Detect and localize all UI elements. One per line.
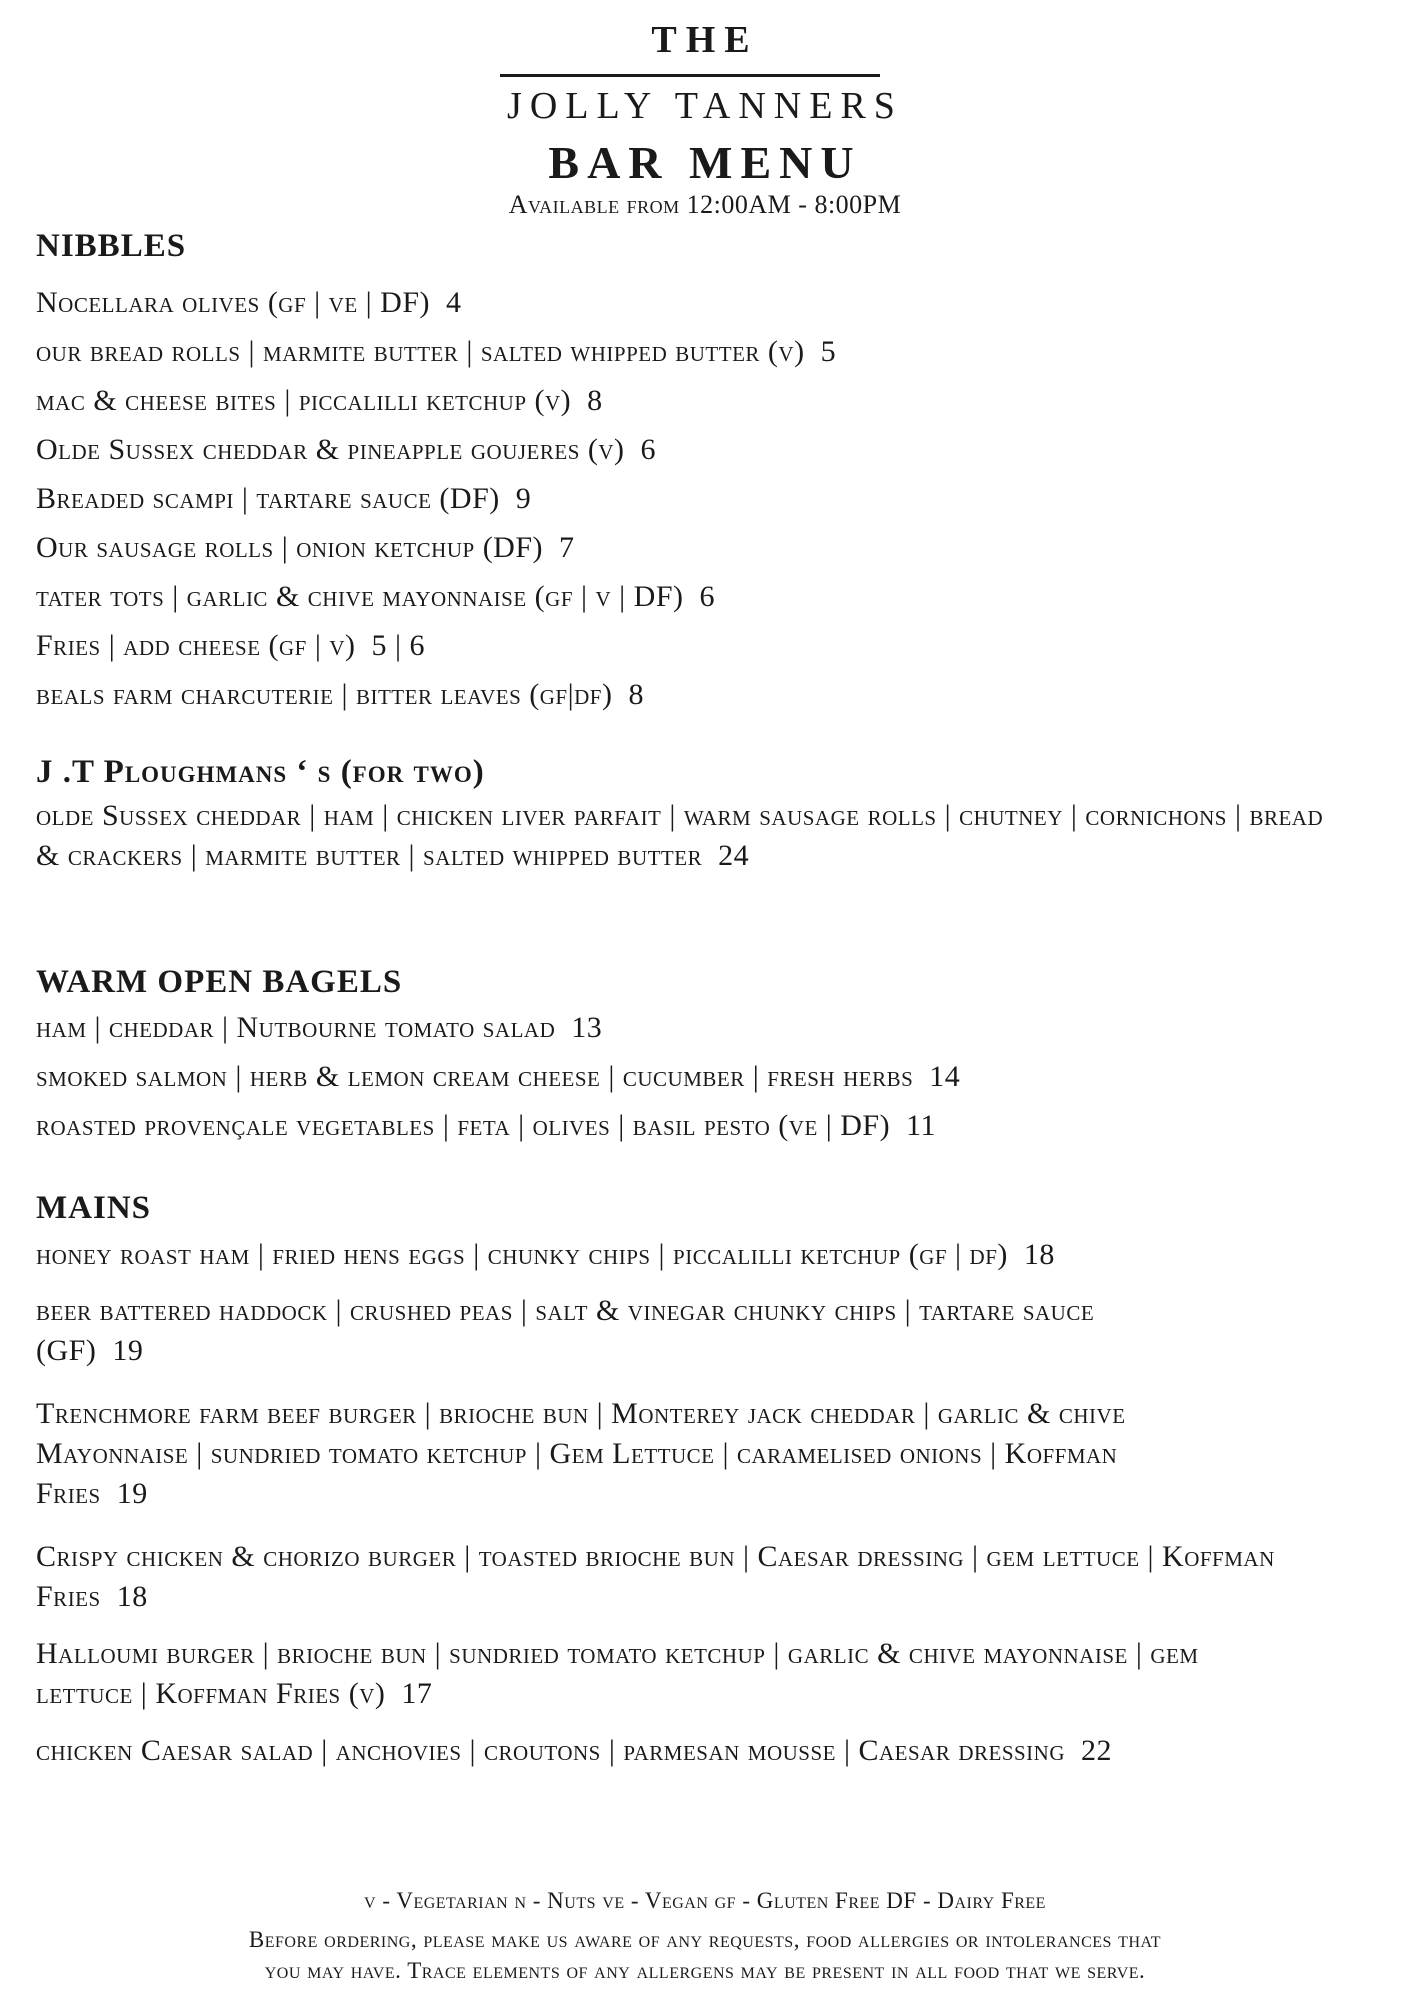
item-price: 19 <box>116 1477 148 1510</box>
item-price: 11 <box>906 1109 937 1142</box>
item-price: 14 <box>929 1060 961 1093</box>
menu-item <box>36 381 1346 421</box>
menu-item <box>36 1537 1286 1617</box>
item-price: 19 <box>112 1334 144 1367</box>
menu-item <box>36 1634 1296 1714</box>
item-price: 4 <box>446 286 462 319</box>
venue-name: JOLLY TANNERS <box>507 85 903 127</box>
item-description: chicken Caesar salad | anchovies | croutons | parmesan mousse | Caesar dressing <box>36 1734 1066 1767</box>
item-description: tater tots | garlic & chive mayonnaise (gf | v | DF) <box>36 580 684 613</box>
header-divider <box>500 74 880 77</box>
menu-title: BAR MENU <box>548 137 862 188</box>
item-description: Halloumi burger | brioche bun | sundried tomato ketchup | garlic & chive mayonnaise | gem lettuce | Koffman Fries (v) <box>36 1637 1199 1710</box>
item-price: 24 <box>718 839 750 872</box>
section-title-mains: MAINS <box>36 1190 152 1226</box>
menu-item <box>36 1057 1346 1097</box>
item-description: Breaded scampi | tartare sauce (DF) <box>36 482 500 515</box>
menu-item <box>36 1394 1226 1514</box>
item-price: 6 <box>640 433 657 466</box>
menu-item <box>36 1235 1346 1275</box>
item-description: honey roast ham | fried hens eggs | chunky chips | piccalilli ketchup (gf | df) <box>36 1238 1008 1271</box>
item-description: Nocellara olives (gf | ve | DF) <box>36 286 430 319</box>
item-description: Crispy chicken & chorizo burger | toasted brioche bun | Caesar dressing | gem lettuce | Koffman Fries <box>36 1540 1275 1613</box>
menu-item <box>36 675 1346 715</box>
menu-item <box>36 332 1346 372</box>
menu-item <box>36 1008 1346 1048</box>
item-price: 22 <box>1081 1734 1113 1767</box>
section-title-ploughmans: J .T Ploughmans ‘ s (for two) <box>36 754 485 790</box>
menu-item <box>36 528 1346 568</box>
menu-item <box>36 1106 1346 1146</box>
dietary-legend: v - Vegetarian n - Nuts ve - Vegan gf - Gluten Free DF - Dairy Free <box>364 1888 1046 1913</box>
item-price: 9 <box>515 482 532 515</box>
menu-item <box>36 577 1346 617</box>
item-price: 6 <box>699 580 716 613</box>
item-description: beer battered haddock | crushed peas | salt & vinegar chunky chips | tartare sauce (GF) <box>36 1294 1095 1367</box>
item-price: 8 <box>628 678 644 711</box>
item-price: 5 | 6 <box>371 629 426 662</box>
allergy-notice-line-1: Before ordering, please make us aware of any requests, food allergies or intolerances that <box>248 1927 1162 1952</box>
item-price: 7 <box>559 531 575 564</box>
allergy-notice-line-2: you may have. Trace elements of any allergens may be present in all food that we serve. <box>264 1958 1146 1983</box>
item-description: Trenchmore farm beef burger | brioche bun | Monterey jack cheddar | garlic & chive Mayonnaise | sundried tomato ketchup | Gem Lettuce | caramelised onions | Koffman Fries <box>36 1397 1126 1510</box>
item-description: Olde Sussex cheddar & pineapple goujeres (v) <box>36 433 625 466</box>
item-description: smoked salmon | herb & lemon cream cheese | cucumber | fresh herbs <box>36 1060 914 1093</box>
menu-item <box>36 796 1346 876</box>
item-description: Fries | add cheese (gf | v) <box>36 629 356 662</box>
item-price: 17 <box>401 1677 433 1710</box>
menu-item <box>36 1291 1196 1371</box>
menu-item <box>36 626 1346 666</box>
availability-hours: Available from 12:00AM - 8:00PM <box>508 190 902 219</box>
item-price: 5 <box>820 335 837 368</box>
section-title-bagels: WARM OPEN BAGELS <box>36 964 403 1000</box>
item-description: ham | cheddar | Nutbourne tomato salad <box>36 1011 556 1044</box>
menu-item <box>36 283 1346 323</box>
item-description: beals farm charcuterie | bitter leaves (gf|df) <box>36 678 613 711</box>
item-description: mac & cheese bites | piccalilli ketchup (v) <box>36 384 572 417</box>
item-description: Our sausage rolls | onion ketchup (DF) <box>36 531 544 564</box>
item-price: 13 <box>571 1011 603 1044</box>
menu-item <box>36 1731 1276 1771</box>
item-description: roasted provençale vegetables | feta | olives | basil pesto (ve | DF) <box>36 1109 891 1142</box>
header-the: THE <box>651 19 759 61</box>
item-description: olde Sussex cheddar | ham | chicken liver parfait | warm sausage rolls | chutney | cornichons | bread & crackers | marmite butter | salted whipped butter <box>36 799 1324 872</box>
menu-item <box>36 479 1346 519</box>
menu-item <box>36 430 1346 470</box>
item-price: 18 <box>1023 1238 1055 1271</box>
item-price: 18 <box>116 1580 148 1613</box>
section-title-nibbles: NIBBLES <box>36 228 187 264</box>
item-price: 8 <box>587 384 603 417</box>
item-description: our bread rolls | marmite butter | salted whipped butter (v) <box>36 335 805 368</box>
